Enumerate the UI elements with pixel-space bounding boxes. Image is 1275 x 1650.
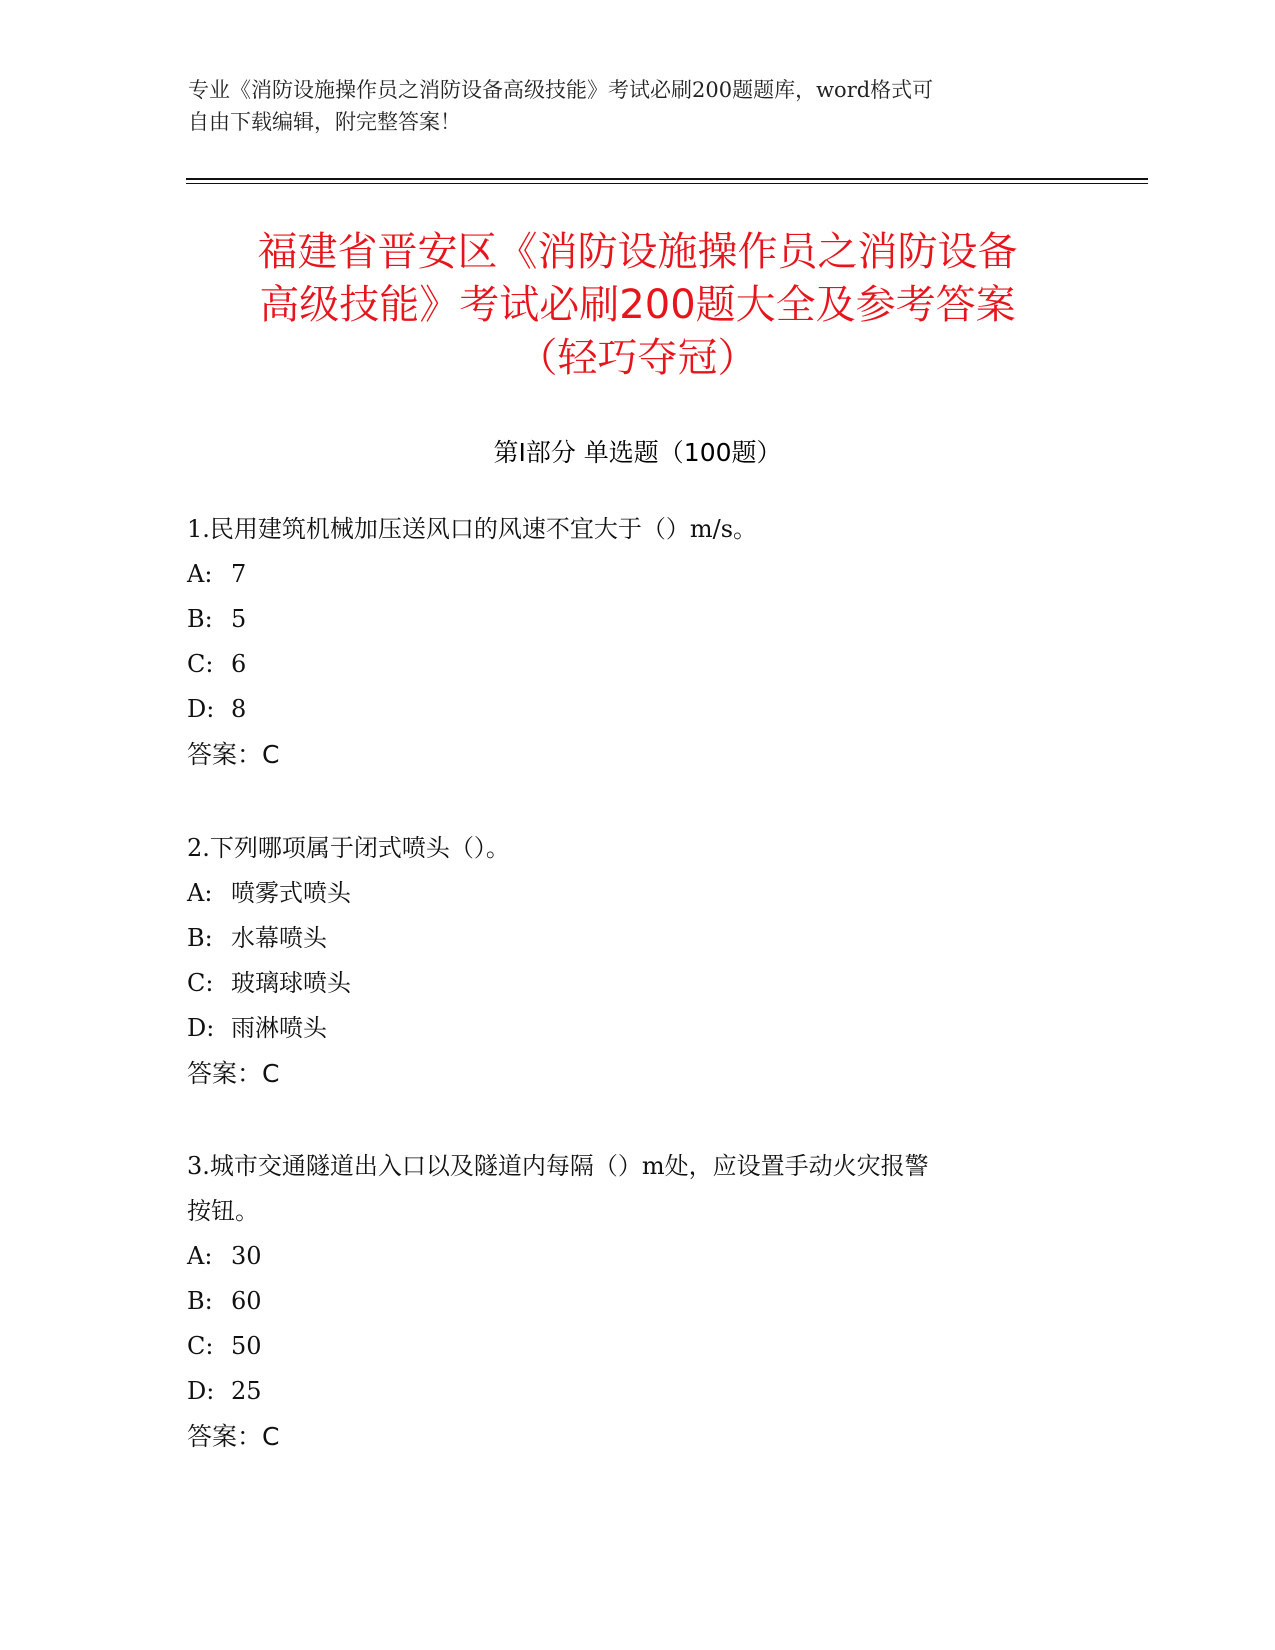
header-rule-thick [186,178,1148,180]
option-text: 8 [231,695,247,723]
option-key: D: [187,1377,215,1405]
answer-line: 答案：C [187,740,280,769]
option-text: 25 [231,1377,262,1405]
option-key: B: [187,1287,213,1315]
document-title-line-1: 福建省晋安区《消防设施操作员之消防设备 [257,229,1018,275]
question-stem: 1.民用建筑机械加压送风口的风速不宜大于（）m/s。 [187,515,758,543]
question-stem: 2.下列哪项属于闭式喷头（）。 [187,834,510,862]
option-key: C: [187,650,214,678]
question-stem-line-2: 按钮。 [187,1197,259,1225]
option-key: D: [187,695,215,723]
option-b [187,597,1087,642]
option-text: 6 [231,650,247,678]
document-title [150,226,1125,385]
option-key: A: [187,879,213,907]
option-text: 玻璃球喷头 [231,969,351,997]
option-text: 30 [231,1242,262,1270]
option-text: 50 [231,1332,262,1360]
header-rule-thin [186,183,1148,184]
option-text: 水幕喷头 [231,924,327,952]
section-title: 第Ⅰ部分 单选题（100题） [493,438,782,467]
option-d [187,1369,1087,1414]
option-key: A: [187,560,213,588]
option-c [187,1324,1087,1369]
option-b [187,1279,1087,1324]
question-3 [187,1144,1087,1459]
option-d [187,1006,1087,1051]
option-d [187,687,1087,732]
option-key: D: [187,1014,215,1042]
option-c [187,961,1087,1006]
option-key: B: [187,924,213,952]
document-title-line-3: （轻巧夺冠） [517,335,758,381]
header-note-line-1: 专业《消防设施操作员之消防设备高级技能》考试必刷200题题库，word格式可 [188,78,934,102]
option-key: C: [187,1332,214,1360]
option-c [187,642,1087,687]
question-1 [187,507,1087,777]
option-text: 喷雾式喷头 [231,879,351,907]
option-a [187,1234,1087,1279]
answer-line: 答案：C [187,1059,280,1088]
option-key: A: [187,1242,213,1270]
option-text: 雨淋喷头 [231,1014,327,1042]
option-text: 60 [231,1287,262,1315]
option-text: 7 [231,560,247,588]
option-b [187,916,1087,961]
answer-line: 答案：C [187,1422,280,1451]
header-note-line-2: 自由下载编辑，附完整答案！ [188,110,461,134]
option-a [187,871,1087,916]
option-text: 5 [231,605,247,633]
option-a [187,552,1087,597]
question-2 [187,826,1087,1096]
header-note [188,74,1088,138]
option-key: C: [187,969,214,997]
option-key: B: [187,605,213,633]
question-stem-line-1: 3.城市交通隧道出入口以及隧道内每隔（）m处，应设置手动火灾报警 [187,1152,929,1180]
document-title-line-2: 高级技能》考试必刷200题大全及参考答案 [259,282,1016,328]
